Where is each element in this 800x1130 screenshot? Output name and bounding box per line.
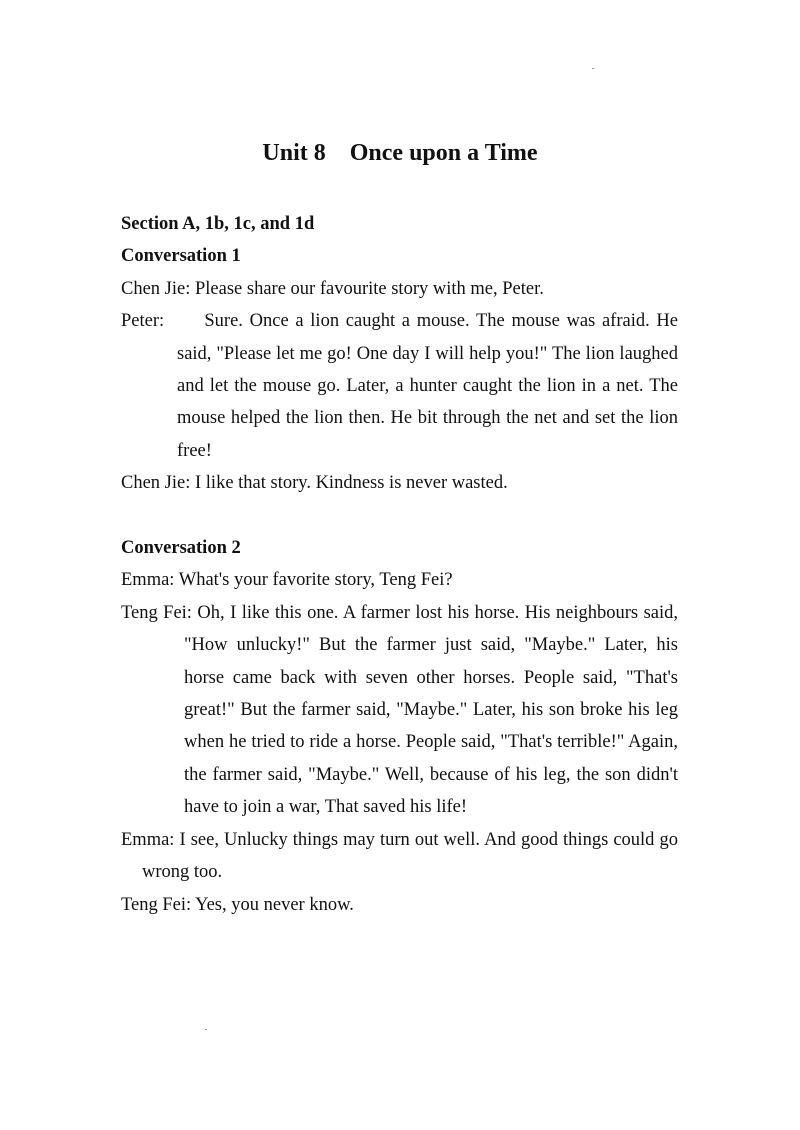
dialogue-line: [121, 597, 678, 824]
dialogue-text: Sure. Once a lion caught a mouse. The mouse was afraid. He said, "Please let me go! One day I will help you!" The lion laughed and let the mouse go. Later, a hunter caught the lion in a net. The mouse helped the lion then. He bit through the net and set the lion free!: [177, 311, 678, 461]
speaker-label: Teng Fei:: [121, 894, 196, 915]
dialogue-line: [121, 824, 678, 889]
document-body: [121, 208, 678, 921]
paragraph-gap: [121, 500, 678, 532]
speaker-label: Chen Jie:: [121, 473, 195, 494]
section-heading: Section A, 1b, 1c, and 1d: [121, 214, 315, 234]
scan-speck: [205, 1029, 207, 1030]
dialogue-text: Please share our favourite story with me, Peter.: [195, 278, 544, 299]
dialogue-text: I see, Unlucky things may turn out well. And good things could go wrong too.: [142, 829, 678, 883]
dialogue-line: [121, 889, 678, 921]
conversation-2-heading: Conversation 2: [121, 538, 241, 559]
dialogue-text: Oh, I like this one. A farmer lost his horse. His neighbours said, "How unlucky!" But the farmer just said, "Maybe." Later, his horse came back with seven other horses. People said, "That's great!" But the farmer said, "Maybe." Later, his son broke his leg when he tried to ride a horse. People said, "That's terrible!" Again, the farmer said, "Maybe." Well, because of his leg, the son didn't have to join a war, That saved his life!: [184, 602, 678, 818]
speaker-label: Teng Fei:: [121, 602, 198, 623]
scan-speck: [592, 68, 594, 69]
dialogue-text: What's your favorite story, Teng Fei?: [178, 570, 453, 591]
speaker-label: Emma:: [121, 570, 179, 591]
dialogue-line: [121, 467, 678, 499]
dialogue-line: [121, 305, 678, 467]
dialogue-line: [121, 564, 678, 596]
dialogue-text: I like that story. Kindness is never wasted.: [195, 473, 508, 494]
conversation-1-heading: Conversation 1: [121, 246, 241, 267]
dialogue-line: [121, 273, 678, 305]
dialogue-text: Yes, you never know.: [195, 894, 354, 915]
speaker-label: Peter:: [121, 311, 205, 332]
page-title: Unit 8 Once upon a Time: [262, 140, 538, 166]
speaker-label: Chen Jie:: [121, 278, 195, 299]
speaker-label: Emma:: [121, 829, 180, 850]
